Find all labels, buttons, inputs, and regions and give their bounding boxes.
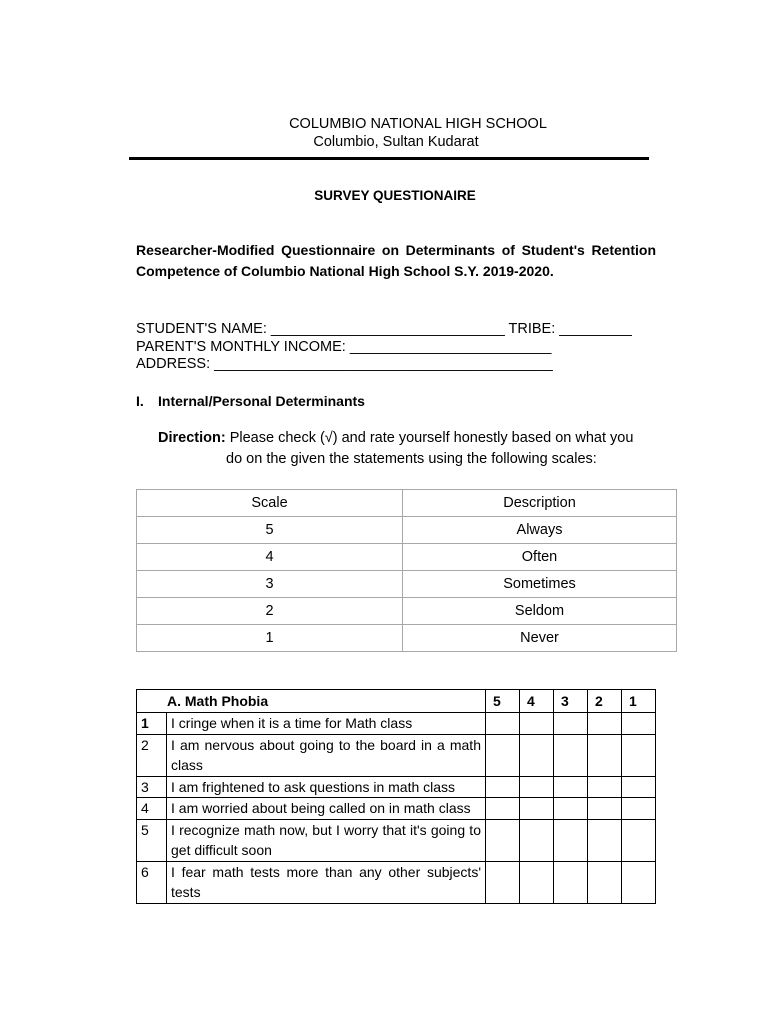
math-phobia-table	[136, 689, 656, 904]
survey-title: SURVEY QUESTIONAIRE	[314, 188, 476, 203]
item-statement: I cringe when it is a time for Math class	[167, 713, 486, 735]
math-phobia-title: A. Math Phobia	[137, 690, 486, 713]
rating-cell-2[interactable]	[588, 861, 622, 903]
rating-cell-1[interactable]	[622, 734, 656, 776]
rating-cell-5[interactable]	[486, 713, 520, 735]
scale-value: 4	[137, 544, 403, 571]
rating-cell-3[interactable]	[554, 734, 588, 776]
description-header: Description	[403, 490, 677, 517]
rating-header-5: 5	[486, 690, 520, 713]
item-statement: I am worried about being called on in math class	[167, 798, 486, 820]
rating-cell-2[interactable]	[588, 819, 622, 861]
scale-header: Scale	[137, 490, 403, 517]
student-name-tribe-field[interactable]: STUDENT'S NAME: _____________________________ TRIBE: _________	[136, 321, 632, 337]
table-row	[137, 819, 656, 861]
section-number: I.	[136, 393, 144, 409]
direction-line-1: Please check (√) and rate yourself honestly based on what you	[225, 430, 634, 446]
item-number: 3	[137, 776, 167, 798]
table-row	[137, 776, 656, 798]
rating-cell-4[interactable]	[520, 734, 554, 776]
scale-description: Seldom	[403, 598, 677, 625]
rating-header-2: 2	[588, 690, 622, 713]
rating-cell-2[interactable]	[588, 776, 622, 798]
rating-cell-4[interactable]	[520, 776, 554, 798]
scale-table-header	[137, 490, 677, 517]
scale-value: 1	[137, 625, 403, 652]
rating-cell-3[interactable]	[554, 819, 588, 861]
table-row	[137, 713, 656, 735]
rating-cell-3[interactable]	[554, 798, 588, 820]
student-info-fields	[136, 321, 632, 374]
rating-cell-5[interactable]	[486, 819, 520, 861]
rating-cell-4[interactable]	[520, 819, 554, 861]
table-row	[137, 734, 656, 776]
item-number: 2	[137, 734, 167, 776]
item-statement: I fear math tests more than any other subjects' tests	[167, 861, 486, 903]
header-divider	[129, 157, 649, 160]
rating-cell-4[interactable]	[520, 713, 554, 735]
item-statement: I am nervous about going to the board in a math class	[167, 734, 486, 776]
rating-cell-3[interactable]	[554, 776, 588, 798]
scale-table	[136, 489, 677, 652]
math-phobia-header	[137, 690, 656, 713]
address-field[interactable]: ADDRESS: __________________________________________	[136, 356, 553, 372]
rating-cell-5[interactable]	[486, 776, 520, 798]
scale-description: Often	[403, 544, 677, 571]
intro-paragraph: Researcher-Modified Questionnaire on Determinants of Student's Retention Competence of Columbio National High School S.Y. 2019-2020.	[136, 242, 656, 279]
school-location: Columbio, Sultan Kudarat	[313, 134, 479, 150]
rating-cell-1[interactable]	[622, 713, 656, 735]
parent-income-field[interactable]: PARENT'S MONTHLY INCOME: _________________________	[136, 338, 552, 355]
rating-cell-4[interactable]	[520, 861, 554, 903]
table-row	[137, 571, 677, 598]
table-row	[137, 544, 677, 571]
table-row	[137, 598, 677, 625]
table-row	[137, 798, 656, 820]
rating-cell-1[interactable]	[622, 819, 656, 861]
item-number: 6	[137, 861, 167, 903]
section-title: Internal/Personal Determinants	[158, 393, 365, 409]
rating-cell-2[interactable]	[588, 734, 622, 776]
rating-cell-3[interactable]	[554, 861, 588, 903]
item-number: 4	[137, 798, 167, 820]
item-number: 5	[137, 819, 167, 861]
rating-cell-1[interactable]	[622, 798, 656, 820]
direction-line-2: do on the given the statements using the following scales:	[226, 451, 597, 467]
scale-value: 5	[137, 517, 403, 544]
table-row	[137, 861, 656, 903]
item-statement: I am frightened to ask questions in math class	[167, 776, 486, 798]
item-number: 1	[137, 713, 167, 735]
section-heading	[136, 393, 365, 409]
rating-cell-5[interactable]	[486, 861, 520, 903]
scale-value: 2	[137, 598, 403, 625]
rating-cell-1[interactable]	[622, 861, 656, 903]
rating-cell-1[interactable]	[622, 776, 656, 798]
table-row	[137, 625, 677, 652]
scale-value: 3	[137, 571, 403, 598]
rating-cell-2[interactable]	[588, 798, 622, 820]
item-statement: I recognize math now, but I worry that it's going to get difficult soon	[167, 819, 486, 861]
rating-header-3: 3	[554, 690, 588, 713]
rating-cell-5[interactable]	[486, 734, 520, 776]
rating-header-4: 4	[520, 690, 554, 713]
rating-cell-4[interactable]	[520, 798, 554, 820]
rating-cell-2[interactable]	[588, 713, 622, 735]
school-name: COLUMBIO NATIONAL HIGH SCHOOL	[289, 116, 547, 132]
scale-description: Sometimes	[403, 571, 677, 598]
direction-text	[158, 428, 658, 470]
table-row	[137, 517, 677, 544]
rating-cell-5[interactable]	[486, 798, 520, 820]
rating-header-1: 1	[622, 690, 656, 713]
direction-label: Direction:	[158, 430, 226, 446]
scale-description: Never	[403, 625, 677, 652]
rating-cell-3[interactable]	[554, 713, 588, 735]
scale-description: Always	[403, 517, 677, 544]
